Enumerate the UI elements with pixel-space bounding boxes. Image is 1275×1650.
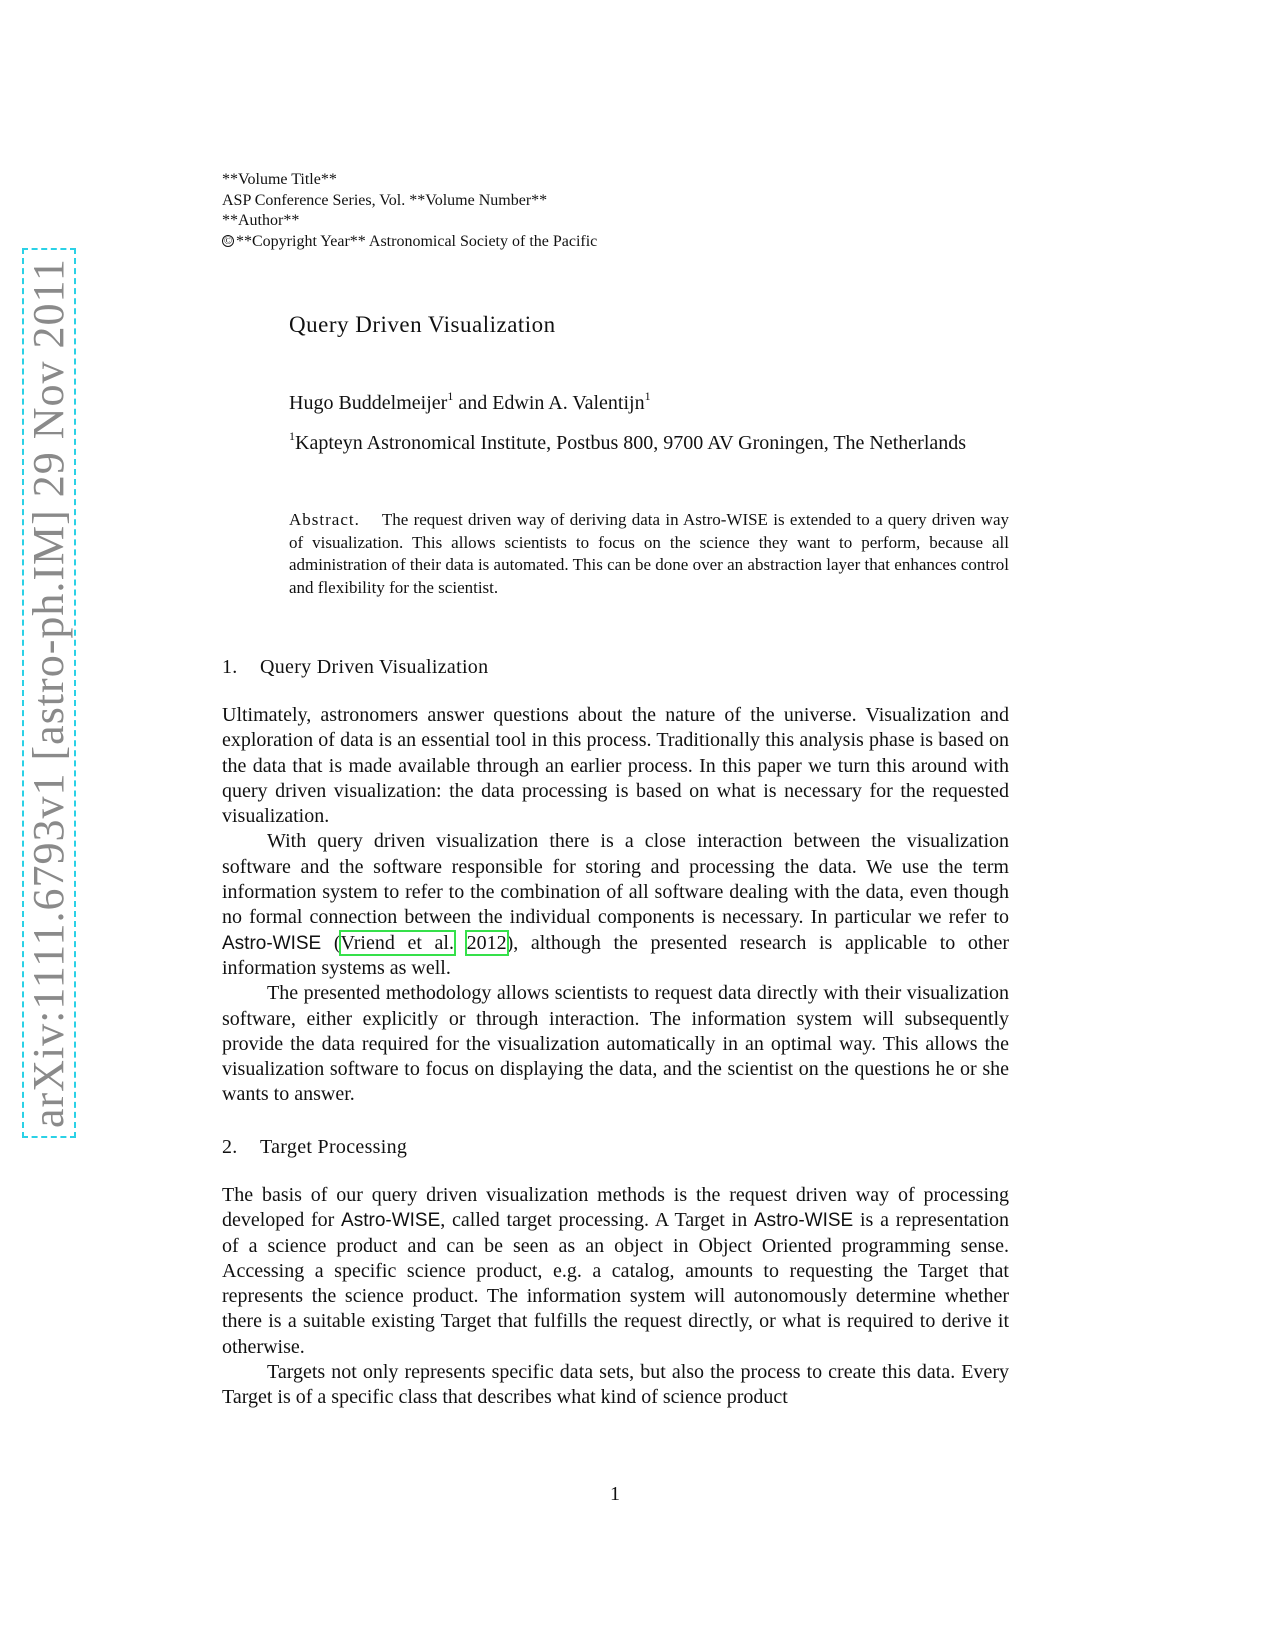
volume-header (222, 170, 597, 252)
paragraph-text: With query driven visualization there is a close interaction between the visualization software and the software responsible for storing and processing the data. We use the term information system to refer to the combination of all software dealing with the data, even though no formal connection between the individual components is necessary. In particular we refer to (222, 830, 1009, 929)
paragraph (222, 1183, 1009, 1360)
affiliation-marker: 1 (644, 389, 651, 403)
section-1-heading (222, 656, 488, 679)
paragraph-text: The basis of our query driven visualization methods is the request driven way of processing developed for (222, 1184, 1009, 1232)
volume-title: **Volume Title** (222, 171, 337, 188)
affiliation-marker: 1 (289, 429, 295, 443)
paragraph-text: , called target processing. A Target in (440, 1209, 754, 1232)
author-list (289, 389, 651, 415)
conference-series: ASP Conference Series, Vol. **Volume Number** (222, 191, 548, 209)
section-2-body (222, 1183, 1009, 1411)
abstract-label: Abstract. (289, 510, 360, 529)
arxiv-identifier-link[interactable]: arXiv:1111.6793v1 [astro-ph.IM] 29 Nov 2011 (22, 248, 76, 1138)
section-1-body (222, 703, 1009, 1108)
copyright-line (222, 232, 597, 253)
section-title: Query Driven Visualization (260, 656, 489, 678)
author-placeholder: **Author** (222, 212, 300, 229)
paragraph-text: ( (321, 931, 341, 954)
paragraph (222, 829, 1009, 981)
author-name: Hugo Buddelmeijer (289, 392, 448, 414)
section-number: 2. (222, 1136, 238, 1158)
affiliation-marker: 1 (447, 389, 454, 403)
affiliation (289, 431, 1009, 456)
software-name: Astro-WISE (222, 932, 322, 954)
abstract-text: The request driven way of deriving data in Astro-WISE is extended to a query driven way of visualization. This allows scientists to focus on the science they want to perform, because all administration of their data is automated. This can be done over an abstraction layer that enhances control and flexibility for the scientist. (289, 510, 1009, 597)
paper-title: Query Driven Visualization (289, 312, 556, 337)
paragraph: Ultimately, astronomers answer questions about the nature of the universe. Visualization and exploration of data is an essential tool in this process. Traditionally this analysis phase is based on the data that is made available through an earlier process. In this paper we turn this around with query driven visualization: the data processing is based on what is necessary for the requested visualization. (222, 704, 1009, 828)
paragraph: Targets not only represents specific data sets, but also the process to create this data. Every Target is of a specific class that describes what kind of science product (222, 1361, 1009, 1409)
section-number: 1. (222, 656, 238, 678)
paragraph: The presented methodology allows scientists to request data directly with their visualization software, either explicitly or through interaction. The information system will subsequently provide the data required for the visualization automatically in an optimal way. This allows the visualization software to focus on displaying the data, and the scientist on the questions he or she wants to answer. (222, 982, 1009, 1106)
author-name: and Edwin A. Valentijn (453, 392, 645, 414)
affiliation-text: Kapteyn Astronomical Institute, Postbus 800, 9700 AV Groningen, The Netherlands (295, 432, 967, 454)
copyright-text: **Copyright Year** Astronomical Society of the Pacific (236, 232, 598, 250)
paragraph-text: ), although the presented research is applicable to other information systems as well. (222, 931, 1009, 979)
section-title: Target Processing (260, 1136, 408, 1158)
abstract (289, 509, 1009, 599)
section-2-heading (222, 1136, 407, 1159)
page-number: 1 (610, 1483, 620, 1505)
paragraph-text: is a representation of a science product and can be seen as an object in Object Oriented programming sense. Accessing a specific science product, e.g. a catalog, amounts to requesting the Target that represents the science product. The information system will autonomously determine whether there is a suitable existing Target that fulfills the request directly, or what is required to derive it otherwise. (222, 1209, 1010, 1358)
software-name: Astro-WISE (753, 1210, 854, 1232)
copyright-icon: © (223, 234, 233, 247)
citation-year-link[interactable]: 2012 (466, 931, 507, 954)
software-name: Astro-WISE (341, 1210, 441, 1232)
citation-link[interactable]: Vriend et al. (340, 931, 454, 954)
